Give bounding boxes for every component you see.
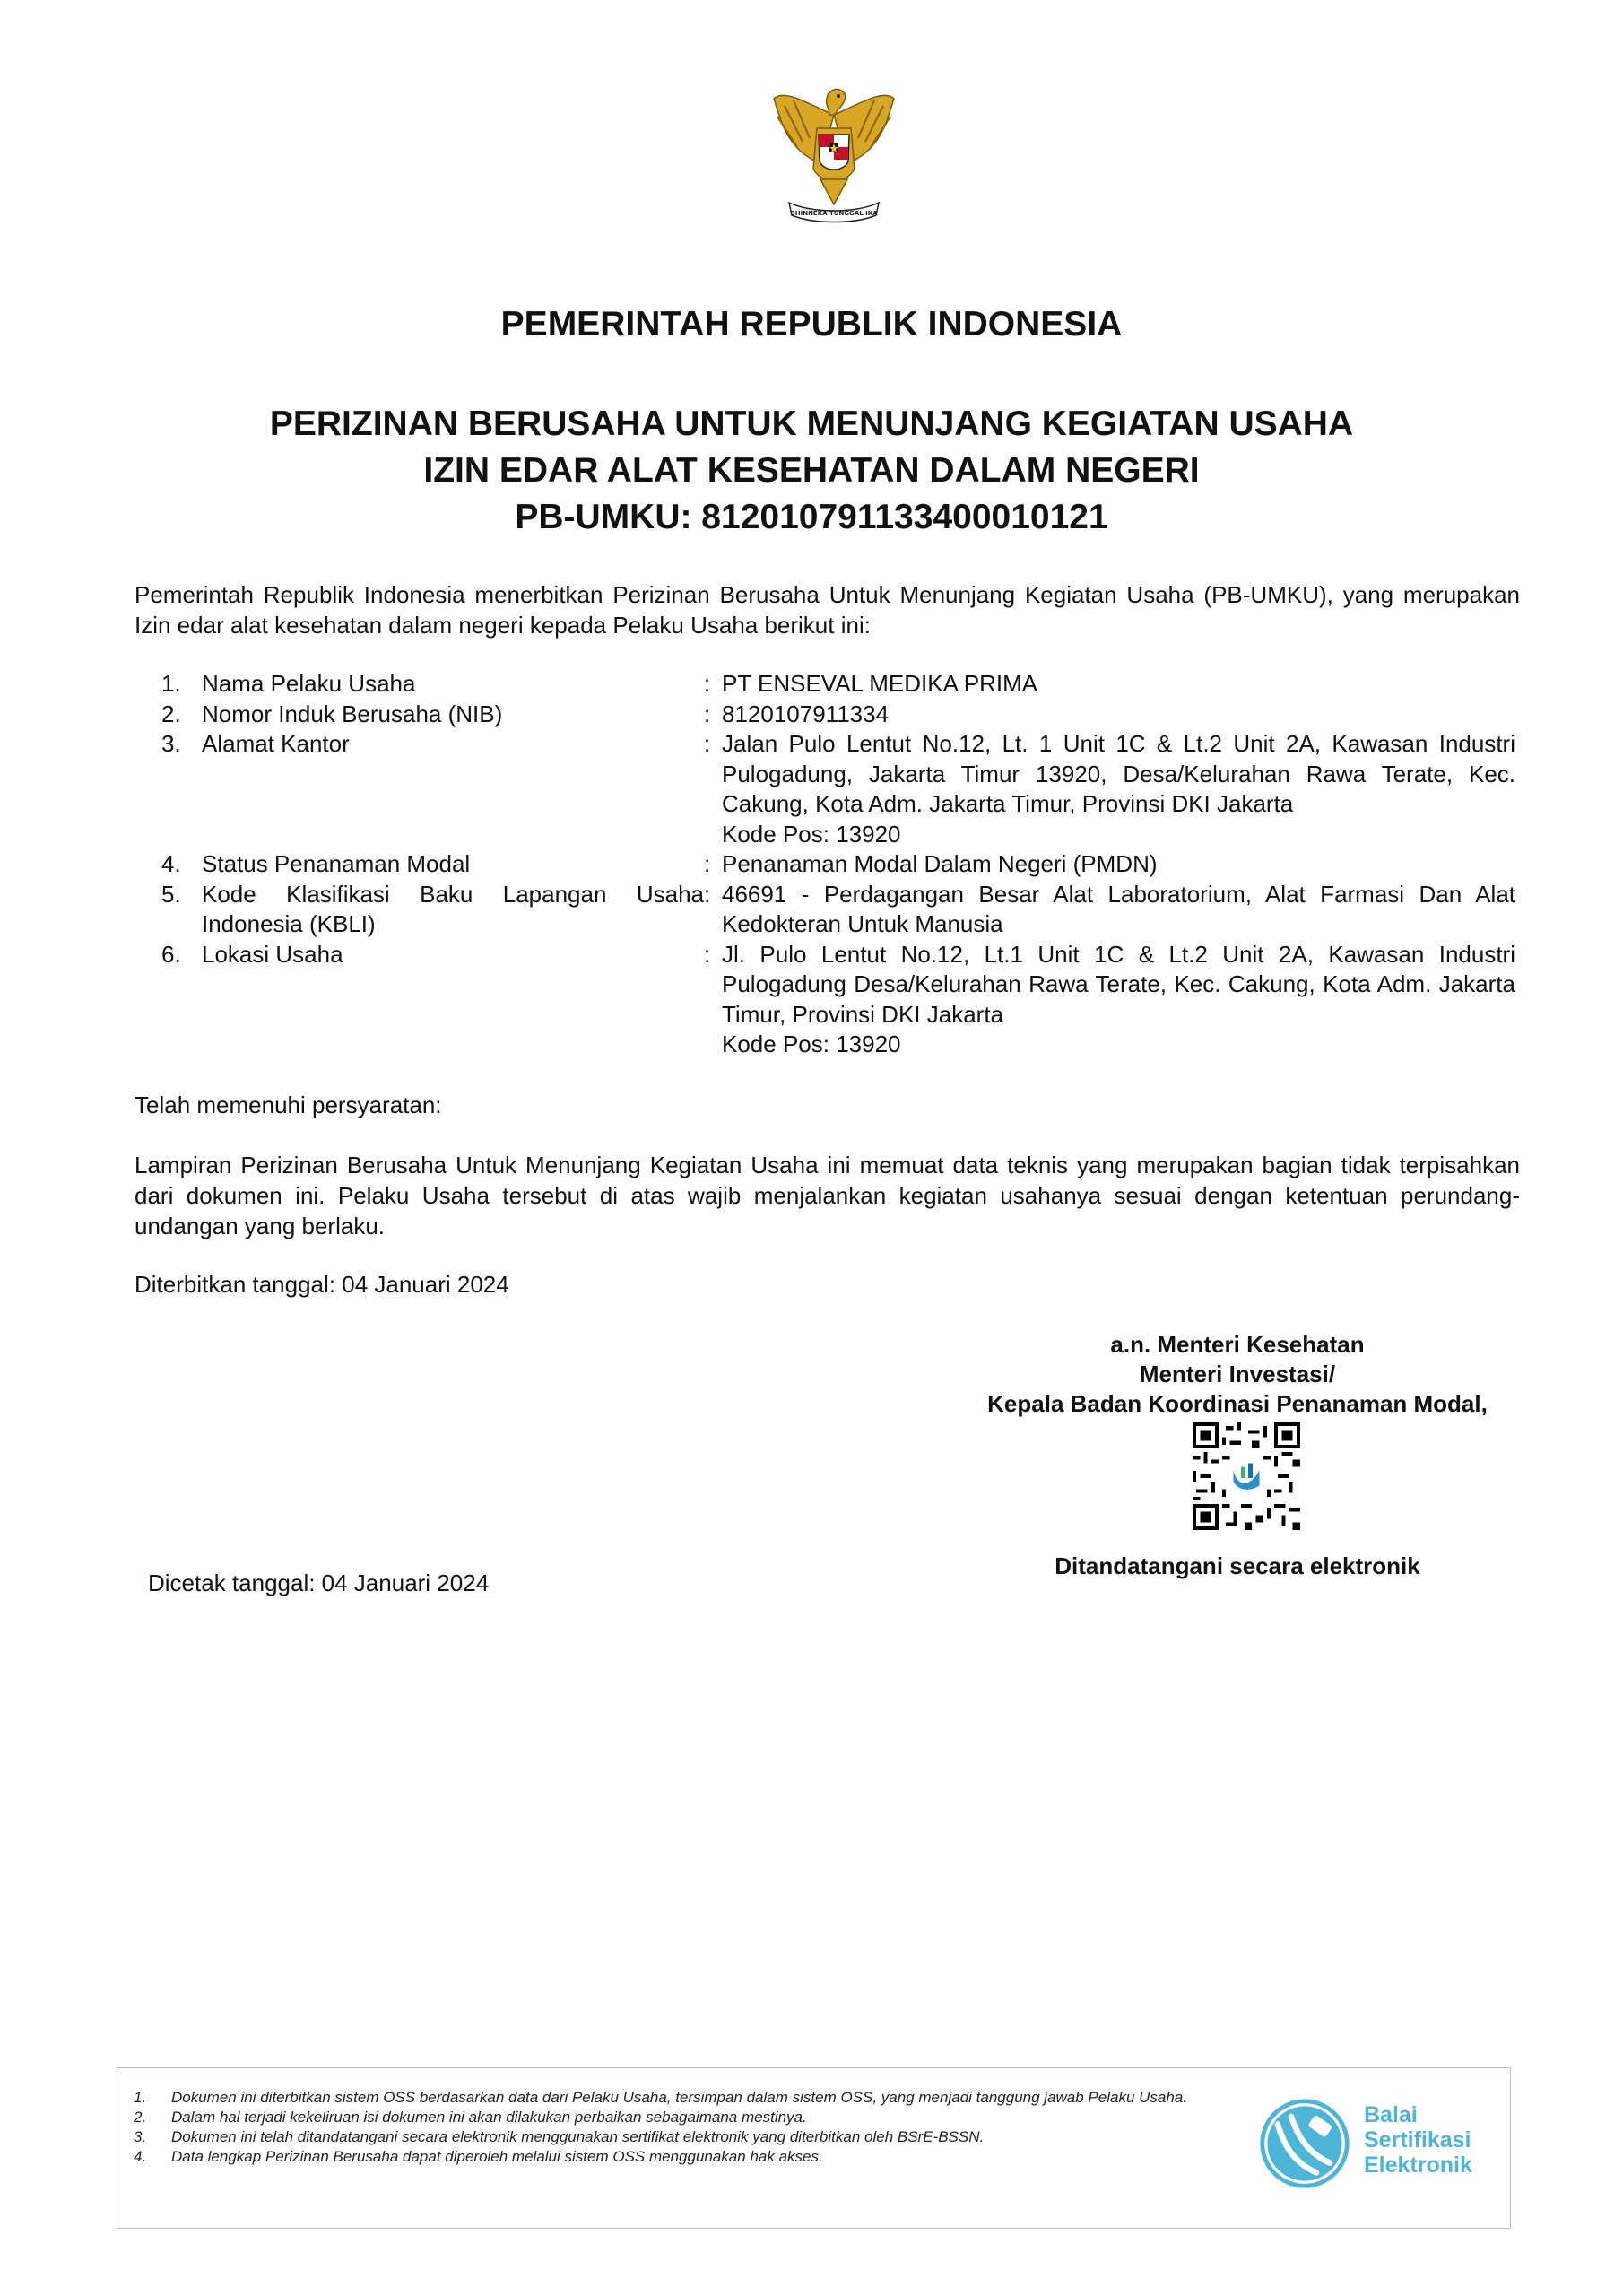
field-colon: :	[704, 670, 711, 697]
garuda-emblem	[758, 79, 910, 231]
footer-note	[134, 2088, 1263, 2108]
footer-note-number: 2.	[134, 2109, 147, 2126]
field-colon: :	[704, 700, 711, 727]
issued-date: Diterbitkan tanggal: 04 Januari 2024	[135, 1271, 509, 1298]
bsre-logo-line: Balai	[1364, 2102, 1418, 2127]
field-number: 2.	[161, 700, 181, 727]
field-value-line: Kode Pos: 13920	[722, 1031, 901, 1057]
field-label: Status Penanaman Modal	[202, 850, 471, 877]
field-value	[715, 940, 1515, 1060]
field-number: 3.	[161, 730, 181, 757]
government-heading: PEMERINTAH REPUBLIK INDONESIA	[500, 305, 1123, 344]
field-row	[161, 729, 1515, 849]
printed-date: Dicetak tanggal: 04 Januari 2024	[148, 1570, 490, 1596]
emblem-motto: BHINNEKA TUNGGAL IKA	[790, 210, 878, 217]
field-label: Alamat Kantor	[202, 730, 350, 757]
field-value-line: Penanaman Modal Dalam Negeri (PMDN)	[722, 850, 1158, 877]
requirements-text: Telah memenuhi persyaratan:	[135, 1091, 442, 1118]
field-colon: :	[704, 730, 711, 757]
signatory-line-1: a.n. Menteri Kesehatan	[1110, 1331, 1365, 1358]
business-details	[161, 669, 1515, 1060]
field-value-line: PT ENSEVAL MEDIKA PRIMA	[722, 670, 1038, 697]
signed-electronically: Ditandatangani secara elektronik	[1055, 1552, 1420, 1579]
footer-note-number: 3.	[134, 2128, 147, 2145]
field-colon: :	[704, 880, 711, 908]
footer-note	[134, 2147, 1263, 2167]
field-value-line: Kode Pos: 13920	[722, 820, 901, 848]
field-label: Nomor Induk Berusaha (NIB)	[202, 700, 503, 727]
footer-note	[134, 2127, 1263, 2147]
signatory-block	[950, 1330, 1524, 1419]
footer-note-number: 4.	[134, 2148, 147, 2165]
field-label: Nama Pelaku Usaha	[202, 670, 416, 697]
document-title	[0, 401, 1623, 541]
field-colon: :	[704, 940, 711, 968]
field-value-line: 8120107911334	[722, 700, 890, 727]
field-row	[161, 700, 1515, 730]
field-value-line: Jalan Pulo Lentut No.12, Lt. 1 Unit 1C & Lt.2 Unit 2A, Kawasan Industri Pulogadung, Jakarta Timur 13920, Desa/Kelurahan Rawa Terate, Kec. Cakung, Kota Adm. Jakarta Timur, Provinsi DKI Jakarta	[722, 730, 1515, 817]
title-line-3: PB-UMKU: 812010791133400010121	[515, 498, 1108, 536]
attachment-paragraph: Lampiran Perizinan Berusaha Untuk Menunjang Kegiatan Usaha ini memuat data teknis yang merupakan bagian tidak terpisahkan dari dokumen ini. Pelaku Usaha tersebut di atas wajib menjalankan kegiatan usahanya sesuai dengan ketentuan perundang-undangan yang berlaku.	[135, 1152, 1520, 1239]
field-label: Lokasi Usaha	[202, 940, 343, 968]
field-value	[715, 700, 1515, 730]
field-number: 1.	[161, 670, 181, 697]
field-number: 4.	[161, 850, 181, 877]
bsre-logo-line: Elektronik	[1364, 2152, 1472, 2178]
footer-notes-box	[117, 2067, 1511, 2229]
footer-note-text: Dalam hal terjadi kekeliruan isi dokumen ini akan dilakukan perbaikan sebagaimana mestinya.	[171, 2109, 807, 2126]
field-value	[715, 849, 1515, 880]
field-row	[161, 849, 1515, 880]
signatory-line-3: Kepala Badan Koordinasi Penanaman Modal,	[987, 1390, 1488, 1417]
field-row	[161, 880, 1515, 940]
field-number: 6.	[161, 940, 181, 968]
footer-note-text: Dokumen ini diterbitkan sistem OSS berdasarkan data dari Pelaku Usaha, tersimpan dalam sistem OSS, yang menjadi tanggung jawab Pelaku Usaha.	[171, 2089, 1187, 2106]
field-row	[161, 669, 1515, 700]
field-colon: :	[704, 850, 711, 877]
bsre-logo-icon	[1256, 2095, 1353, 2192]
intro-paragraph: Pemerintah Republik Indonesia menerbitkan Perizinan Berusaha Untuk Menunjang Kegiatan Usaha (PB-UMKU), yang merupakan Izin edar alat kesehatan dalam negeri kepada Pelaku Usaha berikut ini:	[135, 581, 1520, 639]
bsre-logo-line: Sertifikasi	[1364, 2127, 1471, 2152]
signatory-line-2: Menteri Investasi/	[1139, 1361, 1336, 1387]
field-value	[715, 729, 1515, 849]
footer-note-text: Data lengkap Perizinan Berusaha dapat diperoleh melalui sistem OSS menggunakan hak akses.	[171, 2148, 823, 2165]
field-value-line: Jl. Pulo Lentut No.12, Lt.1 Unit 1C & Lt.2 Unit 2A, Kawasan Industri Pulogadung Desa/Kelurahan Rawa Terate, Kec. Cakung, Kota Adm. Jakarta Timur, Provinsi DKI Jakarta	[722, 940, 1515, 1028]
field-value	[715, 669, 1515, 700]
title-line-1: PERIZINAN BERUSAHA UNTUK MENUNJANG KEGIATAN USAHA	[269, 404, 1354, 443]
field-value-line: 46691 - Perdagangan Besar Alat Laboratorium, Alat Farmasi Dan Alat Kedokteran Untuk Manusia	[722, 880, 1515, 937]
footer-notes	[134, 2088, 1263, 2167]
field-label: Kode Klasifikasi Baku Lapangan Usaha Indonesia (KBLI)	[202, 880, 704, 937]
field-value	[715, 880, 1515, 940]
signature-qr-code	[1193, 1422, 1300, 1530]
footer-note	[134, 2108, 1263, 2127]
footer-note-number: 1.	[134, 2089, 147, 2106]
bsre-logo-text	[1364, 2102, 1472, 2178]
footer-note-text: Dokumen ini telah ditandatangani secara elektronik menggunakan sertifikat elektronik yang diterbitkan oleh BSrE-BSSN.	[171, 2128, 985, 2145]
field-number: 5.	[161, 880, 181, 908]
title-line-2: IZIN EDAR ALAT KESEHATAN DALAM NEGERI	[423, 451, 1200, 490]
field-row	[161, 940, 1515, 1060]
